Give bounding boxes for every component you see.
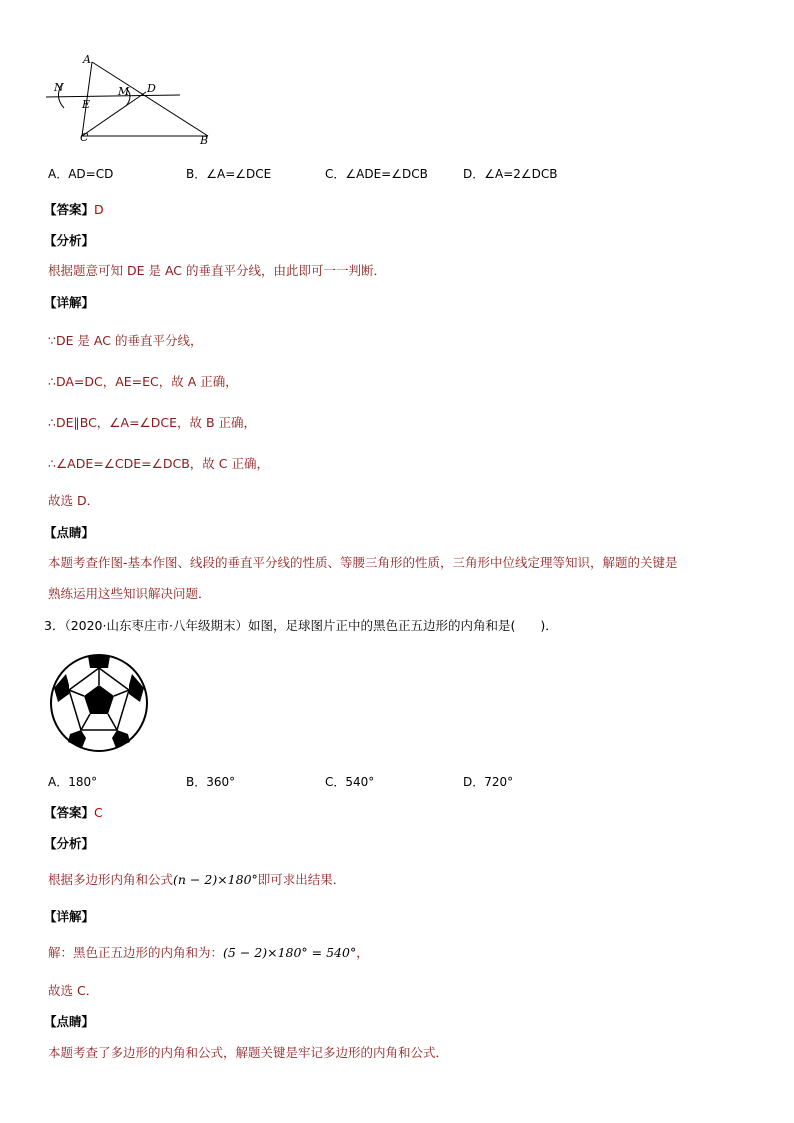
q2-option-b: B．∠A=∠DCE	[186, 167, 272, 181]
q3-analysis-pre: 根据多边形内角和公式	[48, 872, 174, 887]
q2-detail-line-3: ∴DE∥BC，∠A=∠DCE，故 B 正确，	[48, 415, 257, 430]
label-c: C	[80, 131, 89, 144]
q3-analysis-tag: 【分析】	[44, 836, 95, 851]
q2-analysis: 根据题意可知 DE 是 AC 的垂直平分线，由此即可一一判断．	[48, 263, 386, 278]
q3-option-c: C．540°	[325, 775, 375, 789]
q2-comment-line-1: 本题考查作图-基本作图、线段的垂直平分线的性质、等腰三角形的性质，三角形中位线定理等知识，解题的关键是	[48, 555, 678, 570]
q3-detail-formula: (5 − 2)×180° = 540°	[223, 945, 357, 960]
q3-option-a: A．180°	[48, 775, 98, 789]
q3-detail-tag: 【详解】	[44, 909, 95, 924]
label-e: E	[82, 98, 91, 111]
q2-detail-tag: 【详解】	[44, 295, 95, 310]
q2-answer-value: D	[94, 202, 104, 217]
q3-stem: 3．（2020·山东枣庄市·八年级期末）如图，足球图片正中的黑色正五边形的内角和是( )．	[44, 618, 558, 633]
label-m: M	[118, 85, 130, 98]
q2-analysis-tag: 【分析】	[44, 233, 95, 248]
q2-option-c: C．∠ADE=∠DCB	[325, 167, 428, 181]
q2-comment-line-2: 熟练运用这些知识解决问题．	[48, 586, 211, 601]
q2-comment-tag: 【点睛】	[44, 525, 95, 540]
q3-answer-tag: 【答案】	[44, 805, 95, 820]
q3-detail	[48, 945, 369, 961]
q3-option-b: B．360°	[186, 775, 236, 789]
label-b: B	[200, 134, 209, 147]
q3-detail-choice: 故选 C．	[48, 983, 99, 998]
label-n: N	[54, 81, 64, 94]
q2-detail-line-5: 故选 D．	[48, 493, 100, 508]
q3-analysis-formula: (n − 2)×180°	[173, 872, 258, 887]
q2-answer-line	[44, 202, 104, 218]
q2-answer-tag: 【答案】	[44, 202, 95, 217]
q2-option-d: D．∠A=2∠DCB	[463, 167, 558, 181]
q2-option-a: A．AD=CD	[48, 167, 114, 181]
q3-answer-line	[44, 805, 103, 821]
q3-option-d: D．720°	[463, 775, 514, 789]
q2-detail-line-2: ∴DA=DC，AE=EC，故 A 正确，	[48, 374, 238, 389]
q3-analysis-post: 即可求出结果．	[257, 872, 346, 887]
label-a: A	[83, 53, 91, 66]
q3-detail-pre: 解：黑色正五边形的内角和为：	[48, 945, 224, 960]
q3-answer-value: C	[94, 805, 103, 820]
q3-detail-post: ，	[356, 945, 369, 960]
q3-comment: 本题考查了多边形的内角和公式，解题关键是牢记多边形的内角和公式．	[48, 1045, 449, 1060]
q3-comment-tag: 【点睛】	[44, 1014, 95, 1029]
triangle-figure	[40, 48, 220, 148]
q2-detail-line-4: ∴∠ADE=∠CDE=∠DCB，故 C 正确，	[48, 456, 269, 471]
label-d: D	[147, 82, 156, 95]
q2-detail-line-1: ∵DE 是 AC 的垂直平分线，	[48, 333, 203, 348]
q3-analysis	[48, 872, 345, 888]
soccer-ball-figure	[48, 652, 150, 754]
